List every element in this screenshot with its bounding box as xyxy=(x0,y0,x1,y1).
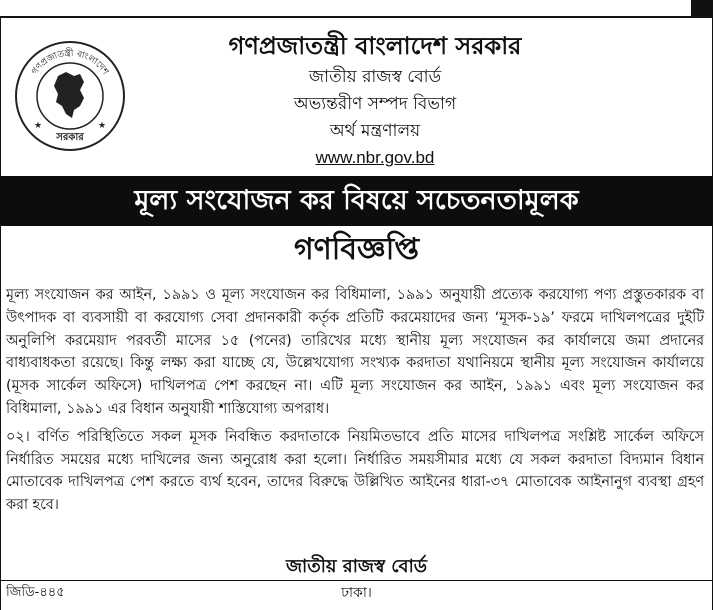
board-name: জাতীয় রাজস্ব বোর্ড xyxy=(308,67,442,87)
ministry-name: অর্থ মন্ত্রণালয় xyxy=(329,121,421,141)
topic-banner xyxy=(0,176,713,226)
signer-name: জাতীয় রাজস্ব বোর্ড xyxy=(285,556,428,577)
seal-ring-text: গণপ্রজাতন্ত্রী বাংলাদেশ xyxy=(30,48,110,77)
place-label: ঢাকা। xyxy=(341,585,372,601)
division-name: অভ্যন্তরীণ সম্পদ বিভাগ xyxy=(293,94,457,114)
government-name: গণপ্রজাতন্ত্রী বাংলাদেশ সরকার xyxy=(228,32,522,60)
seal-bottom-text: সরকার xyxy=(56,132,84,143)
star-icon: ★ xyxy=(34,121,43,131)
organization-block xyxy=(140,28,610,171)
government-seal xyxy=(14,40,126,152)
paragraph-2: ০২। বর্ণিত পরিস্থিতিতে সকল মূসক নিবন্ধিত করদাতাকে নিয়মিতভাবে প্রতি মাসের দাখিলপত্র সংশ্লিষ্ট সার্কেল অফিসে নির্ধারিত সময়ের মধ্যে দাখিলের জন্য অনুরোধ করা হলো। নির্ধারিত সময়সীমার মধ্যে যে সকল করদাতা বিদ্যমান বিধান মোতাবেক দাখিলপত্র পেশ করতে ব্যর্থ হবেন, তাদের বিরুদ্ধে উল্লিখিত আইনের ধারা-৩৭ মোতাবেক আইনানুগ ব্যবস্থা গ্রহণ করা হবে। xyxy=(6,428,704,514)
website-link[interactable]: www.nbr.gov.bd xyxy=(315,148,435,167)
notice-body xyxy=(6,284,704,522)
svg-text:গণপ্রজাতন্ত্রী বাংলাদেশ xyxy=(30,47,110,78)
notice-header xyxy=(0,18,713,174)
notice-title: গণবিজ্ঞপ্তি xyxy=(293,232,420,267)
bangladesh-map-seal-icon xyxy=(14,40,126,152)
paragraph-1: মূল্য সংযোজন কর আইন, ১৯৯১ ও মূল্য সংযোজন কর বিধিমালা, ১৯৯১ অনুযায়ী প্রত্যেক করযোগ্য পণ্য প্রস্তুতকারক বা উৎপাদক বা ব্যবসায়ী বা করযোগ্য সেবা প্রদানকারী কর্তৃক প্রতিটি করমেয়াদের জন্য ‘মূসক-১৯’ ফরমে দাখিলপত্রের দুইটি অনুলিপি করমেয়াদ পরবর্তী মাসের ১৫ (পনের) তারিখের মধ্যে স্থানীয় মূল্য সংযোজন কর কার্যালয়ে জমা প্রদানের বাধ্যবাধকতা রয়েছে। কিন্তু লক্ষ্য করা যাচ্ছে যে, উল্লেখযোগ্য সংখ্যক করদাতা যথানিয়মে স্থানীয় মূল্য সংযোজন কার্যালয়ে (মূসক সার্কেল অফিসে) দাখিলপত্র পেশ করছেন না। এটি মূল্য সংযোজন কর আইন, ১৯৯১ এবং মূল্য সংযোজন কর বিধিমালা, ১৯৯১ এর বিধান অনুযায়ী শাস্তিযোগ্য অপরাধ। xyxy=(6,287,704,417)
gd-code: জিডি-৪৪৫ xyxy=(6,585,65,600)
banner-text: মূল্য সংযোজন কর বিষয়ে সচেতনতামূলক xyxy=(134,185,579,216)
star-icon: ★ xyxy=(98,121,107,131)
footer-rule xyxy=(0,580,713,581)
top-border xyxy=(0,0,713,18)
